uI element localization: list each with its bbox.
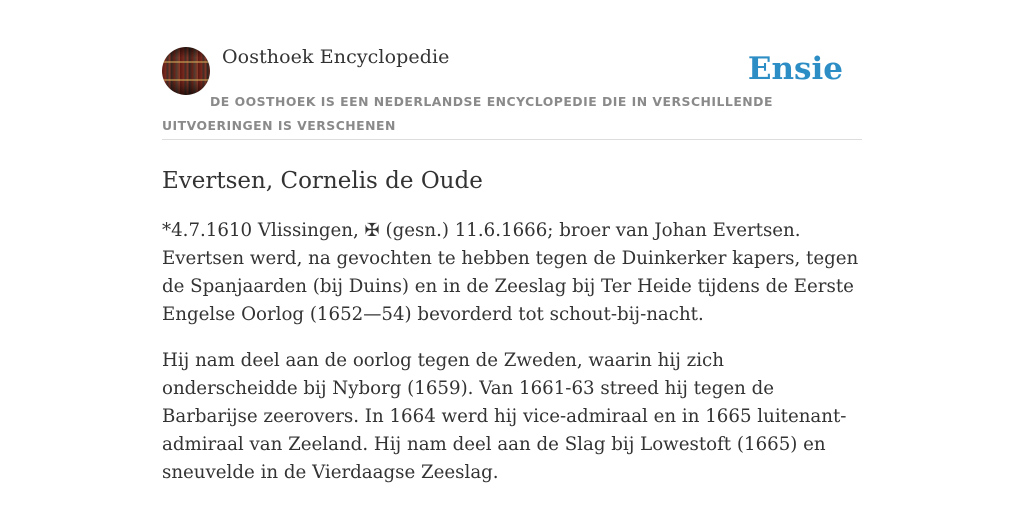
article-title: Evertsen, Cornelis de Oude xyxy=(162,168,483,194)
site-header xyxy=(162,46,862,140)
page-container xyxy=(162,46,862,487)
article-paragraph-1: *4.7.1610 Vlissingen, ✠ (gesn.) 11.6.1666; broer van Johan Evertsen. Evertsen werd, na gevochten te hebben tegen de Duinkerker kapers, tegen de Spanjaarden (bij Duins) en in de Zeeslag bij Ter Heide tijdens de Eerste Engelse Oorlog (1652—54) bevorderd tot schout-bij-nacht. xyxy=(162,220,859,325)
ensie-logo-link[interactable]: Ensie xyxy=(747,51,843,87)
encyclopedia-tagline: DE OOSTHOEK IS EEN NEDERLANDSE ENCYCLOPEDIE DIE IN VERSCHILLENDE UITVOERINGEN IS VERSCHENEN xyxy=(162,94,773,133)
article xyxy=(162,165,862,487)
article-paragraph-2: Hij nam deel aan de oorlog tegen de Zweden, waarin hij zich onderscheidde bij Nyborg (1659). Van 1661-63 streed hij tegen de Barbarijse zeerovers. In 1664 werd hij vice-admiraal en in 1665 luitenant-admiraal van Zeeland. Hij nam deel aan de Slag bij Lowestoft (1665) en sneuvelde in de Vierdaagse Zeeslag. xyxy=(162,350,847,483)
encyclopedia-name-link[interactable]: Oosthoek Encyclopedie xyxy=(222,46,450,68)
encyclopedia-books-avatar[interactable] xyxy=(162,47,210,95)
